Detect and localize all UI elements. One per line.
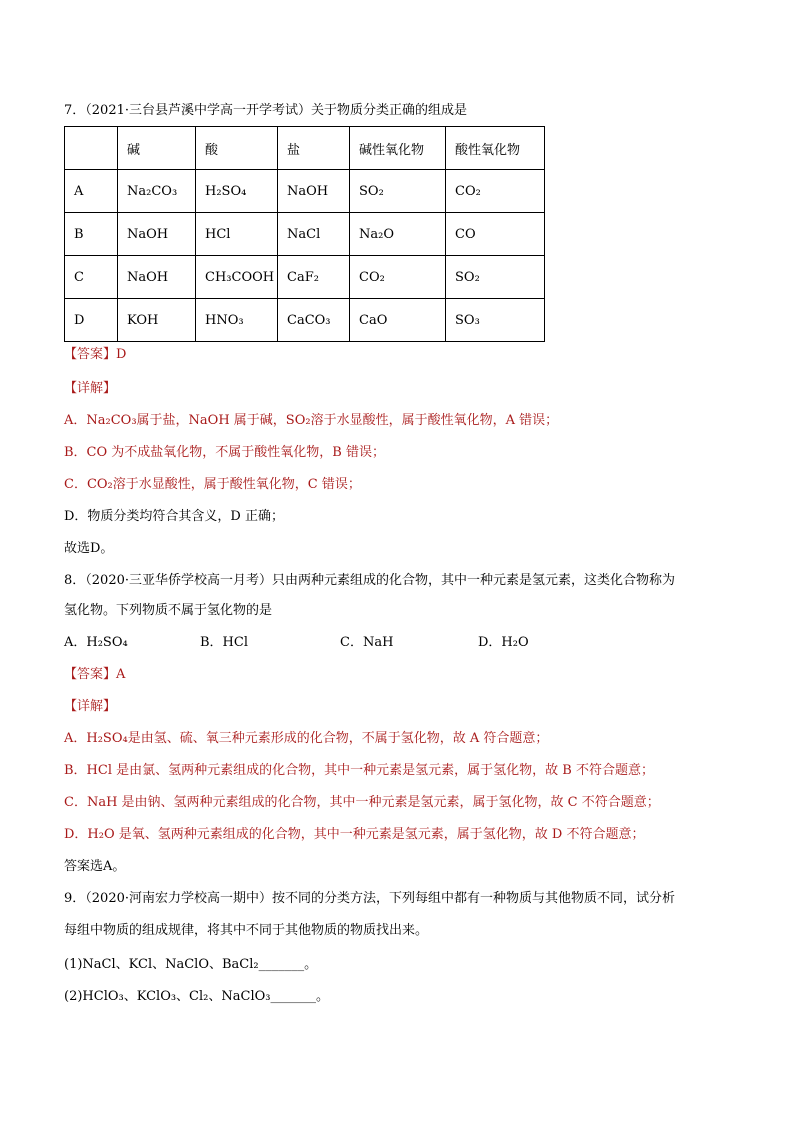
answer-value: D [116,347,127,362]
table-cell: Na₂O [350,213,446,256]
answer-tag: 【答案】 [64,347,117,362]
q7-classification-table [64,126,545,342]
table-cell: CaF₂ [278,256,350,299]
table-row [65,299,545,342]
table-cell: HNO₃ [196,299,278,342]
table-cell: NaOH [278,170,350,213]
table-cell: KOH [118,299,196,342]
q7-detail-tag: 【详解】 [64,381,117,396]
table-header-cell: 碱性氧化物 [350,127,446,170]
table-cell: SO₃ [446,299,545,342]
table-cell: SO₂ [446,256,545,299]
q8-detail-line: A．H₂SO₄是由氢、硫、氧三种元素形成的化合物，不属于氢化物，故 A 符合题意； [64,731,549,746]
table-cell: CO₂ [350,256,446,299]
q8-conclusion: 答案选A。 [64,859,126,874]
option-d: D．H₂O [478,635,529,650]
table-row [65,256,545,299]
q7-stem: 7．（2021·三台县芦溪中学高一开学考试）关于物质分类正确的组成是 [64,103,467,118]
table-cell: Na₂CO₃ [118,170,196,213]
table-header-cell: 酸性氧化物 [446,127,545,170]
table-header-cell: 盐 [278,127,350,170]
q7-conclusion: 故选D。 [64,541,114,556]
q7-answer [64,346,126,364]
table-cell: CO [446,213,545,256]
table-cell: NaOH [118,213,196,256]
table-header-cell [65,127,118,170]
answer-tag: 【答案】 [64,667,117,682]
table-cell: CO₂ [446,170,545,213]
table-cell: SO₂ [350,170,446,213]
table-cell: NaOH [118,256,196,299]
q8-answer [64,666,125,684]
table-cell: C [65,256,118,299]
table-cell: B [65,213,118,256]
table-header-cell: 碱 [118,127,196,170]
option-c: C．NaH [340,635,394,650]
table-cell: NaCl [278,213,350,256]
table-cell: D [65,299,118,342]
q9-stem-line: 每组中物质的组成规律，将其中不同于其他物质的物质找出来。 [64,923,429,938]
q8-options [64,634,529,652]
table-header-cell: 酸 [196,127,278,170]
table-header-row [65,127,545,170]
answer-value: A [116,667,126,682]
q7-detail-line: A．Na₂CO₃属于盐，NaOH 属于碱，SO₂溶于水显酸性，属于酸性氧化物，A 错误； [64,413,559,428]
table-cell: CaCO₃ [278,299,350,342]
q9-part: (1)NaCl、KCl、NaClO、BaCl₂_______。 [64,957,318,972]
q8-detail-line: C．NaH 是由钠、氢两种元素组成的化合物，其中一种元素是氢元素，属于氢化物，故 C 不符合题意； [64,795,660,810]
q9-stem-line: 9．（2020·河南宏力学校高一期中）按不同的分类方法，下列每组中都有一种物质与其他物质不同，试分析 [64,891,675,906]
q7-detail-line: D．物质分类均符合其含义，D 正确； [64,509,284,524]
q8-detail-line: B．HCl 是由氯、氢两种元素组成的化合物，其中一种元素是氢元素，属于氢化物，故 B 不符合题意； [64,763,654,778]
table-cell: H₂SO₄ [196,170,278,213]
q7-detail-line: C．CO₂溶于水显酸性，属于酸性氧化物，C 错误； [64,477,361,492]
q7-detail-line: B．CO 为不成盐氧化物，不属于酸性氧化物，B 错误； [64,445,385,460]
q9-part: (2)HClO₃、KClO₃、Cl₂、NaClO₃_______。 [64,989,329,1004]
table-cell: HCl [196,213,278,256]
table-row [65,170,545,213]
q8-stem-line: 8．（2020·三亚华侨学校高一月考）只由两种元素组成的化合物，其中一种元素是氢元素，这类化合物称为 [64,573,675,588]
q8-stem-line: 氢化物。下列物质不属于氢化物的是 [64,603,273,618]
q8-detail-line: D．H₂O 是氧、氢两种元素组成的化合物，其中一种元素是氢元素，属于氢化物，故 D 不符合题意； [64,827,645,842]
table-cell: A [65,170,118,213]
table-row [65,213,545,256]
q8-detail-tag: 【详解】 [64,699,117,714]
table-cell: CH₃COOH [196,256,278,299]
option-a: A．H₂SO₄ [64,635,128,650]
table-cell: CaO [350,299,446,342]
option-b: B．HCl [200,635,248,650]
